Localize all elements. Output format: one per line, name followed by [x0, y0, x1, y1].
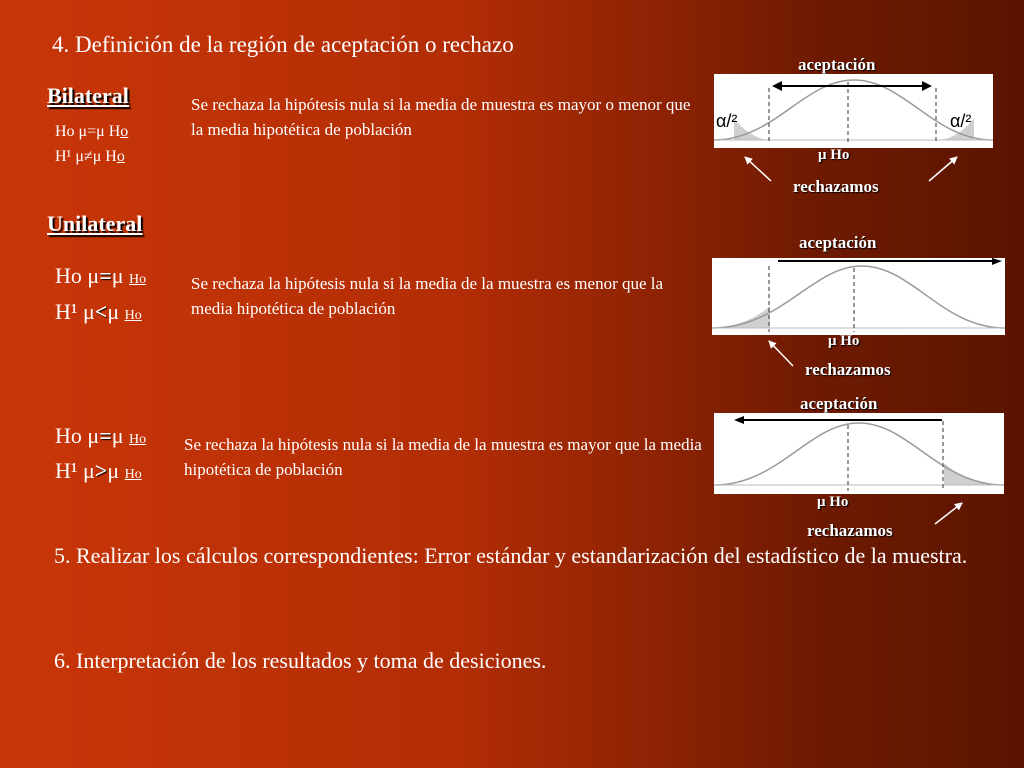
right-h0-b: μ — [111, 423, 124, 448]
bilateral-h0-text: Ho μ=μ H — [55, 123, 121, 140]
right-mu-text: μ H — [817, 494, 841, 510]
right-tail-reject-area — [944, 463, 999, 485]
bilateral-heading: Bilateral — [47, 83, 129, 108]
right-tail-accept-label: aceptación — [800, 394, 878, 413]
right-tail-mu-label — [817, 494, 848, 511]
left-h0-b: μ — [111, 263, 124, 288]
alpha-left-label: α/² — [716, 111, 738, 131]
bilateral-mu-text: μ H — [818, 147, 842, 163]
left-tail-curve-svg — [712, 258, 1005, 335]
left-tail-reject-arrow — [769, 341, 793, 366]
right-tail-curve-svg — [714, 413, 1004, 494]
right-tail-curve-box — [714, 413, 1004, 494]
acceptance-arrow-head — [734, 416, 744, 424]
right-tail-reject-arrow — [935, 503, 962, 524]
left-h1-sub: Ho — [124, 308, 142, 323]
right-tail-h0 — [55, 422, 146, 454]
left-tail-description: Se rechaza la hipótesis nula si la media de la muestra es menor que la media hipotética de población — [191, 274, 664, 318]
left-h1-op: < — [94, 299, 108, 324]
step-6-text: 6. Interpretación de los resultados y toma de desiciones. — [54, 648, 547, 673]
right-tail-reject-label: rechazamos — [807, 521, 893, 540]
bilateral-h1-sub: o — [116, 148, 125, 165]
right-h1-sub: Ho — [124, 467, 142, 482]
left-tail-accept-label: aceptación — [799, 233, 877, 252]
right-h1-a: H¹ μ — [55, 458, 95, 483]
acceptance-arrow-left-head — [772, 81, 782, 91]
right-h1-b: μ — [107, 458, 120, 483]
left-h1-b: μ — [107, 299, 120, 324]
bilateral-h1 — [55, 146, 125, 167]
bilateral-h0-sub: o — [120, 123, 129, 140]
left-tail-curve-box — [712, 258, 1005, 335]
left-h0-a: Ho μ — [55, 263, 100, 288]
bilateral-curve-svg — [714, 74, 993, 148]
left-h0-sub: Ho — [129, 272, 147, 287]
bilateral-description: Se rechaza la hipótesis nula si la media de muestra es mayor o menor que la media hipotética de población — [191, 95, 691, 139]
left-tail-reject-label: rechazamos — [805, 360, 891, 379]
left-h1-a: H¹ μ — [55, 299, 95, 324]
normal-curve — [712, 266, 1005, 328]
slide-title: 4. Definición de la región de aceptación o rechazo — [52, 32, 514, 57]
left-tail-h1 — [55, 298, 142, 330]
bilateral-right-reject-arrow — [929, 157, 957, 181]
left-tail-mu-label — [828, 333, 859, 350]
left-mu-text: μ H — [828, 333, 852, 349]
bilateral-curve-box — [714, 74, 993, 148]
acceptance-arrow-right-head — [922, 81, 932, 91]
left-h0-op: = — [99, 263, 112, 288]
right-h0-op: = — [99, 423, 112, 448]
acceptance-arrow-head — [992, 258, 1002, 265]
right-tail-description: Se rechaza la hipótesis nula si la media de la muestra es mayor que la media hipotética de población — [184, 435, 702, 479]
left-tail-h0 — [55, 262, 146, 294]
bilateral-mu-label — [818, 147, 849, 164]
alpha-right-label: α/² — [950, 111, 972, 131]
right-h1-op: > — [94, 458, 108, 483]
bilateral-accept-label: aceptación — [798, 55, 876, 74]
normal-curve — [714, 80, 993, 140]
right-h0-sub: Ho — [129, 432, 147, 447]
bilateral-left-reject-arrow — [745, 157, 771, 181]
bilateral-h1-text: H¹ μ≠μ H — [55, 148, 117, 165]
step-5-text: 5. Realizar los cálculos correspondientes: Error estándar y estandarización del estadístico de la muestra. — [54, 543, 968, 568]
right-h0-a: Ho μ — [55, 423, 100, 448]
left-mu-sub: o — [851, 333, 860, 349]
unilateral-heading: Unilateral — [47, 211, 143, 236]
right-tail-h1 — [55, 457, 142, 489]
bilateral-reject-label: rechazamos — [793, 177, 879, 196]
right-mu-sub: o — [840, 494, 849, 510]
bilateral-h0 — [55, 121, 128, 142]
bilateral-mu-sub: o — [841, 147, 850, 163]
normal-curve — [714, 423, 1004, 485]
